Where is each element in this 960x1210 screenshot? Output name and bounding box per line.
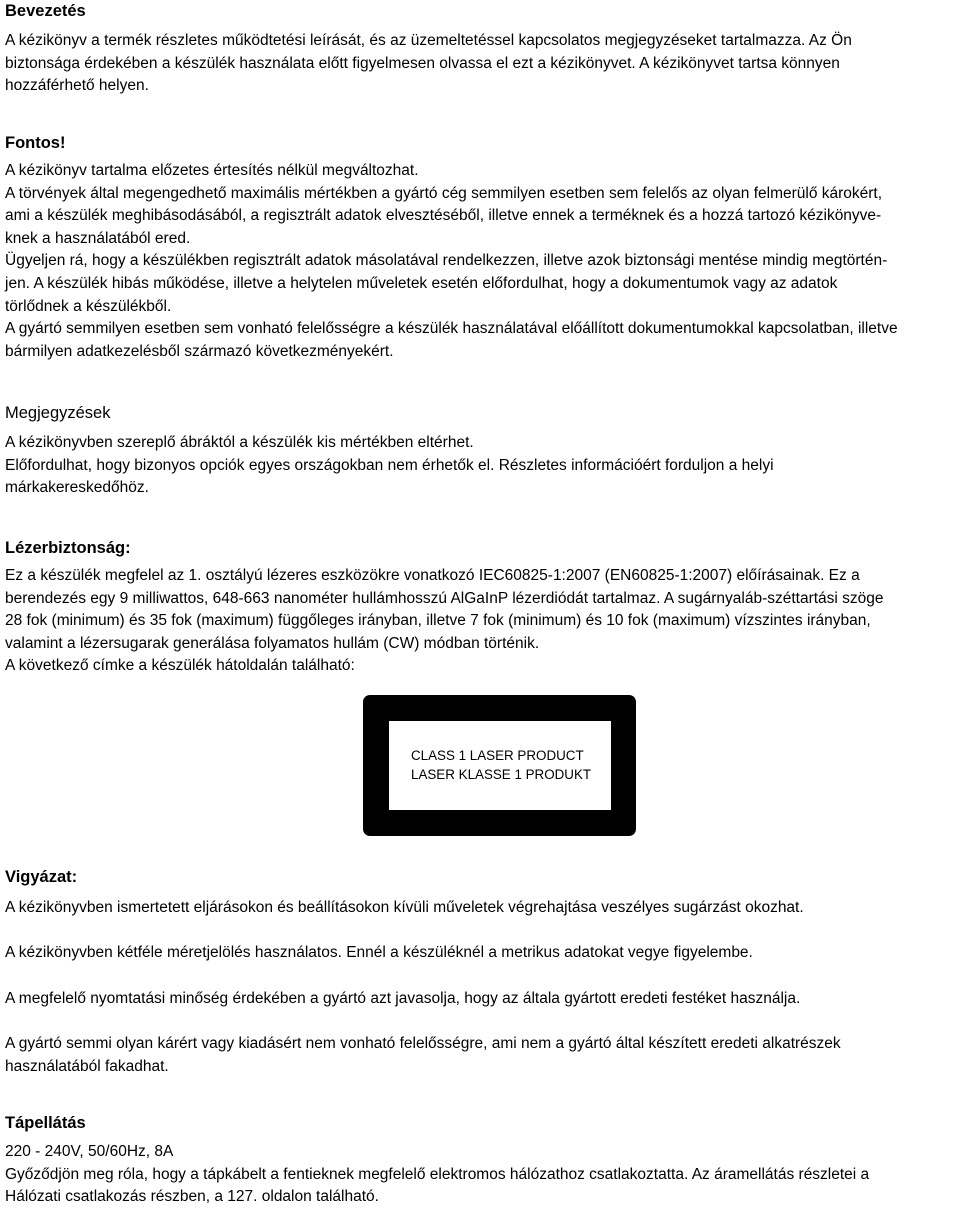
laser-line: valamint a lézersugarak generálása folyamatos hullám (CW) módban történik. — [5, 634, 540, 652]
laser-heading: Lézerbiztonság: — [5, 539, 131, 557]
notes-section — [5, 402, 110, 424]
caution-paragraph-3: A megfelelő nyomtatási minőség érdekében a gyártó azt javasolja, hogy az általa gyártott eredeti festéket használja. — [5, 990, 801, 1007]
intro-text — [5, 30, 955, 98]
caution-heading: Vigyázat: — [5, 868, 78, 886]
laser-label-line2: LASER KLASSE 1 PRODUKT — [411, 767, 592, 782]
power-line: 220 - 240V, 50/60Hz, 8A — [5, 1143, 174, 1160]
intro-line: hozzáférhető helyen. — [5, 77, 149, 95]
laser-line: 28 fok (minimum) és 35 fok (maximum) függőleges irányban, illetve 7 fok (minimum) és 10 fok (maximum) vízszintes irányban, — [5, 612, 871, 630]
important-line: Ügyeljen rá, hogy a készülékben regisztrált adatok másolatával rendelkezzen, illetve azok biztonsági mentése mindig megtörtén- — [5, 252, 888, 270]
laser-label-line1: CLASS 1 LASER PRODUCT — [411, 748, 584, 763]
important-line: A kézikönyv tartalma előzetes értesítés nélkül megváltozhat. — [5, 162, 419, 179]
important-line: A törvények által megengedhető maximális mértékben a gyártó cég semmilyen esetben sem felelős az olyan felmerülő károkért, — [5, 184, 883, 202]
intro-section — [5, 0, 86, 22]
important-section — [5, 132, 65, 154]
important-line: jen. A készülék hibás működése, illetve a helytelen műveletek esetén előfordulhat, hogy a dokumentumok vagy az adatok — [5, 274, 838, 292]
caution-section — [5, 866, 77, 888]
laser-text — [5, 565, 955, 678]
laser-section — [5, 537, 131, 559]
important-line: törlődnek a készülékből. — [5, 297, 172, 315]
important-heading: Fontos! — [5, 134, 66, 152]
power-section — [5, 1112, 86, 1134]
notes-line: A kézikönyvben szereplő ábráktól a készülék kis mértékben eltérhet. — [5, 434, 474, 451]
notes-heading: Megjegyzések — [5, 404, 111, 422]
important-line: A gyártó semmilyen esetben sem vonható felelősségre a készülék használatával előállított dokumentumokkal kapcsolatban, illetve — [5, 320, 898, 338]
important-text — [5, 160, 955, 363]
caution-paragraph-1: A kézikönyvben ismertetett eljárásokon és beállításokon kívüli műveletek végrehajtása veszélyes sugárzást okozhat. — [5, 899, 804, 916]
caution-paragraph-2: A kézikönyvben kétféle méretjelölés használatos. Ennél a készüléknél a metrikus adatokat vegye figyelembe. — [5, 944, 753, 961]
laser-label — [363, 695, 636, 836]
power-line: Győződjön meg róla, hogy a tápkábelt a fentieknek megfelelő elektromos hálózathoz csatlakoztatta. Az áramellátás részletei a — [5, 1165, 870, 1183]
caution-text — [5, 1033, 955, 1078]
important-line: knek a használatából ered. — [5, 229, 191, 247]
caution-paragraph-4: A gyártó semmi olyan kárért vagy kiadásért nem vonható felelősségre, ami nem a gyártó által készített eredeti alkatrészek — [5, 1035, 841, 1052]
important-line: bármilyen adatkezelésből származó következményekért. — [5, 342, 394, 360]
notes-line: márkakereskedőhöz. — [5, 479, 149, 497]
power-text — [5, 1141, 955, 1209]
power-heading: Tápellátás — [5, 1114, 86, 1132]
notes-line: Előfordulhat, hogy bizonyos opciók egyes országokban nem érhetők el. Részletes információért forduljon a helyi — [5, 456, 774, 474]
caution-text — [5, 988, 955, 1011]
notes-text — [5, 432, 955, 500]
laser-label-inner — [389, 721, 611, 810]
caution-paragraph-4: használatából fakadhat. — [5, 1057, 169, 1075]
laser-line: berendezés egy 9 milliwattos, 648-663 nanométer hullámhosszú AlGaInP lézerdiódát tartalmaz. A sugárnyaláb-széttartási szöge — [5, 589, 884, 607]
laser-line: A következő címke a készülék hátoldalán található: — [5, 657, 355, 675]
power-line: Hálózati csatlakozás részben, a 127. oldalon található. — [5, 1188, 379, 1206]
intro-heading: Bevezetés — [5, 2, 86, 20]
intro-line: biztonsága érdekében a készülék használata előtt figyelmesen olvassa el ezt a kézikönyvet. A kézikönyvet tartsa könnyen — [5, 54, 840, 72]
caution-text — [5, 897, 955, 920]
caution-text — [5, 942, 955, 965]
intro-line: A kézikönyv a termék részletes működtetési leírását, és az üzemeltetéssel kapcsolatos megjegyzéseket tartalmazza. Az Ön — [5, 32, 852, 49]
laser-line: Ez a készülék megfelel az 1. osztályú lézeres eszközökre vonatkozó IEC60825-1:2007 (EN60825-1:2007) előírásainak. Ez a — [5, 567, 860, 584]
important-line: ami a készülék meghibásodásából, a regisztrált adatok elvesztéséből, illetve ennek a terméknek és a hozzá tartozó kézikönyve- — [5, 207, 882, 225]
